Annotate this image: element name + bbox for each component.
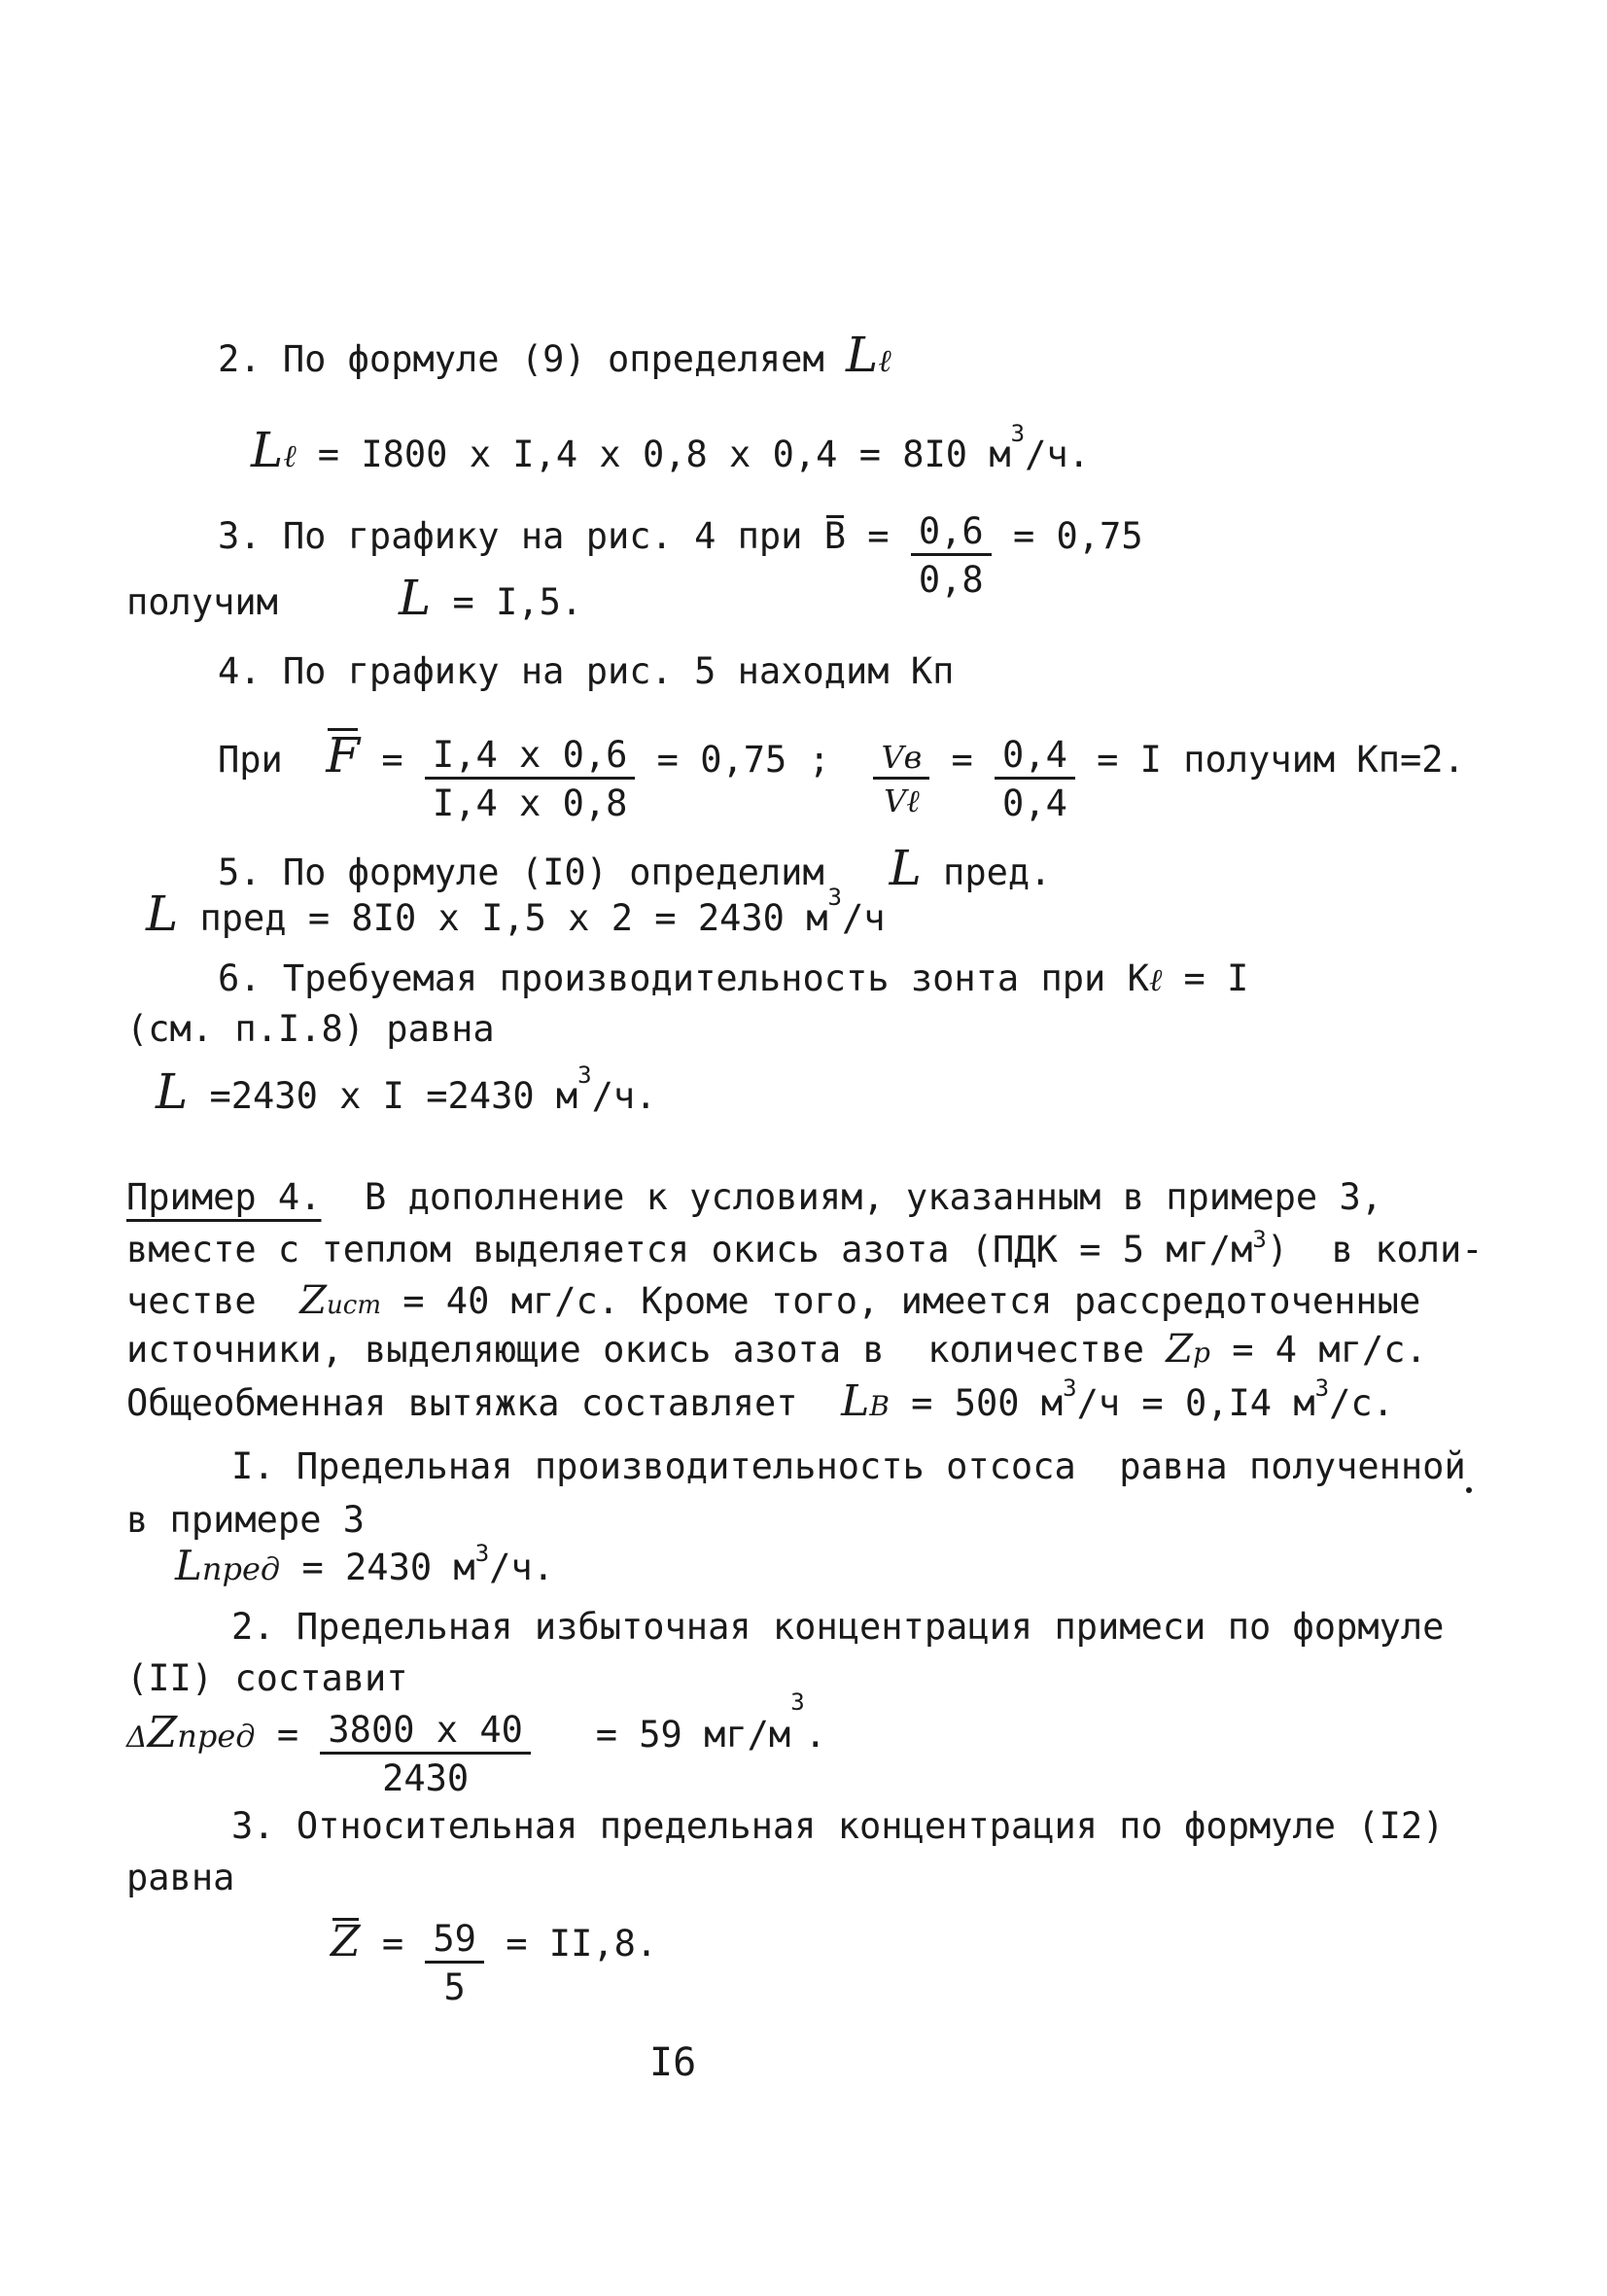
step-2-line-2: (II) составит — [126, 1657, 408, 1699]
subscript-pred: пред — [177, 1718, 256, 1755]
stray-dot — [1466, 1487, 1472, 1493]
pred-label: пред. — [921, 852, 1052, 893]
example-4-line-4 — [126, 1327, 1427, 1372]
superscript-3: 3 — [1010, 420, 1026, 447]
subscript-p: p — [1193, 1337, 1210, 1369]
result: = 0,75 — [991, 515, 1143, 557]
subscript-b: B — [869, 1390, 890, 1422]
symbol-L: L — [889, 840, 922, 896]
text: . — [804, 1714, 826, 1756]
fraction-v — [873, 739, 929, 819]
superscript-3: 3 — [577, 1061, 592, 1089]
text: честве — [126, 1280, 300, 1322]
text: ) в коли- — [1266, 1229, 1484, 1270]
fraction-b — [911, 510, 992, 601]
text: = 40 мг/с. Кроме того, имеется рассредоточенные — [380, 1280, 1421, 1322]
item-5-line — [218, 840, 1052, 896]
example-4-text: В дополнение к условиям, указанным в примере 3, — [321, 1176, 1383, 1218]
fraction-denominator: I,4 x 0,8 — [432, 783, 628, 824]
step-1-line-2: в примере 3 — [126, 1499, 366, 1541]
symbol-z: Z — [299, 1278, 328, 1323]
example-4-line-1 — [126, 1176, 1383, 1218]
formula-1 — [251, 420, 1090, 478]
fraction-numerator: I,4 x 0,6 — [425, 737, 635, 780]
step-2-formula — [126, 1688, 826, 1799]
fraction-denominator: 0,4 — [1002, 783, 1067, 824]
superscript-3: 3 — [474, 1540, 490, 1567]
pri-label: При — [218, 739, 283, 781]
item-3-line — [218, 496, 1143, 601]
superscript-3: 3 — [1314, 1374, 1330, 1402]
page-number: I6 — [649, 2040, 697, 2085]
symbol-L: L — [846, 327, 879, 383]
fraction-denominator: 0,8 — [918, 559, 984, 601]
symbol-L: L — [251, 422, 284, 478]
superscript-3: 3 — [827, 884, 842, 911]
symbol-L: L — [399, 570, 432, 626]
z-bar-symbol: Z — [331, 1917, 361, 1966]
step-1-line: I. Предельная производительность отсоса равна полученной — [231, 1445, 1466, 1487]
item-6-tail: = I — [1162, 957, 1249, 999]
equals: = — [255, 1714, 321, 1756]
item-4-formula: При F = $\frac{I,4 x 0,6}{I,4 x 0,8}$ = 0,75 ; $\frac{Vв}{\text{Vℓ}}$ = $\frac{0,4}{0,4}$ = I получим Кп=2. — [218, 727, 1465, 824]
fraction-numerator: Vв — [873, 742, 929, 780]
text: /с. — [1329, 1382, 1394, 1424]
result-value: = I,5. — [431, 581, 583, 623]
equals: = — [360, 1923, 426, 1965]
formula-6 — [156, 1061, 657, 1120]
item-4-line: 4. По графику на рис. 5 находим Кп — [218, 650, 955, 692]
text: Общеобменная вытяжка составляет — [126, 1382, 842, 1424]
subscript-ist: ист — [327, 1291, 381, 1320]
subscript-l: ℓ — [283, 437, 297, 474]
subscript-l: ℓ — [1148, 961, 1163, 998]
fraction-z — [320, 1709, 530, 1799]
fraction-denominator: 2430 — [382, 1757, 470, 1799]
superscript-3: 3 — [1063, 1374, 1077, 1402]
result: = 59 мг/м — [574, 1714, 791, 1756]
result: = II,8. — [483, 1923, 658, 1965]
text: вместе с теплом выделяется окись азота (ПДК = 5 мг/м — [126, 1229, 1253, 1270]
b-bar-symbol: B — [823, 515, 847, 557]
item-5-text: 5. По формуле (I0) определим — [218, 852, 824, 893]
step-3-line-2: равна — [126, 1857, 235, 1898]
fraction-f — [425, 734, 635, 824]
step-1-formula — [175, 1540, 554, 1589]
symbol-L: L — [156, 1063, 189, 1120]
fraction-numerator: 3800 x 40 — [320, 1712, 530, 1755]
equals: = — [846, 515, 911, 557]
symbol-z: Z — [1166, 1327, 1194, 1372]
symbol-L: L — [175, 1542, 202, 1589]
superscript-3: 3 — [790, 1688, 805, 1716]
fraction-numerator: 59 — [425, 1921, 484, 1964]
example-4-title: Пример 4. — [126, 1176, 322, 1218]
fraction-numerator: 0,6 — [911, 513, 992, 556]
item-6-line-2: (см. п.I.8) равна — [126, 1008, 495, 1050]
text: /ч = 0,I4 м — [1076, 1382, 1315, 1424]
unit: /ч — [841, 897, 886, 939]
example-4-line-5 — [126, 1374, 1394, 1426]
symbol-L: L — [146, 886, 179, 942]
fraction-denominator: 5 — [443, 1966, 466, 2008]
item-3-text: 3. По графику на рис. 4 при — [218, 515, 824, 557]
formula-5 — [146, 884, 886, 942]
example-4-line-2 — [126, 1226, 1484, 1270]
item-2-text: 2. По формуле (9) определяем — [218, 338, 847, 380]
f-result: = 0,75 ; — [635, 739, 830, 781]
unit: /ч. — [1025, 434, 1090, 475]
symbol-z: Z — [147, 1708, 178, 1757]
subscript-l: ℓ — [878, 342, 891, 379]
step-3-line: 3. Относительная предельная концентрация по формуле (I2) — [231, 1805, 1445, 1847]
equals: = — [360, 739, 425, 781]
unit: /ч. — [591, 1075, 657, 1117]
delta-symbol: Δ — [126, 1721, 148, 1755]
item-3-result-label: получим — [126, 581, 278, 623]
formula-6-rhs: =2430 x I =2430 м — [188, 1075, 578, 1117]
fraction-numerator: 0,4 — [995, 737, 1075, 780]
unit: /ч. — [489, 1547, 554, 1588]
fraction-v-values — [995, 734, 1075, 824]
text: = 4 мг/с. — [1209, 1329, 1427, 1371]
item-6-text: 6. Требуемая производительность зонта при К — [218, 957, 1149, 999]
formula-5-rhs: пред = 8I0 x I,5 x 2 = 2430 м — [178, 897, 828, 939]
formula-1-rhs: = I800 x I,4 x 0,8 x 0,4 = 8I0 м — [296, 434, 1011, 475]
item-3-result — [399, 570, 583, 626]
example-4-line-3 — [126, 1278, 1421, 1323]
text: = 2430 м — [280, 1547, 475, 1588]
item-6-line — [218, 957, 1249, 999]
fraction-zbar — [425, 1918, 484, 2008]
subscript-pred: пред — [201, 1550, 281, 1587]
symbol-L: L — [841, 1376, 870, 1426]
kp-result: = I получим Кп=2. — [1074, 739, 1465, 781]
step-2-line: 2. Предельная избыточная концентрация примеси по формуле — [231, 1606, 1445, 1648]
item-2-line — [218, 327, 891, 383]
text: источники, выделяющие окись азота в количестве — [126, 1329, 1167, 1371]
f-bar-symbol: F — [326, 727, 361, 783]
text: = 500 м — [889, 1382, 1064, 1424]
step-3-formula — [331, 1903, 658, 2008]
fraction-denominator: Vℓ — [884, 783, 920, 819]
superscript-3: 3 — [1252, 1226, 1267, 1253]
